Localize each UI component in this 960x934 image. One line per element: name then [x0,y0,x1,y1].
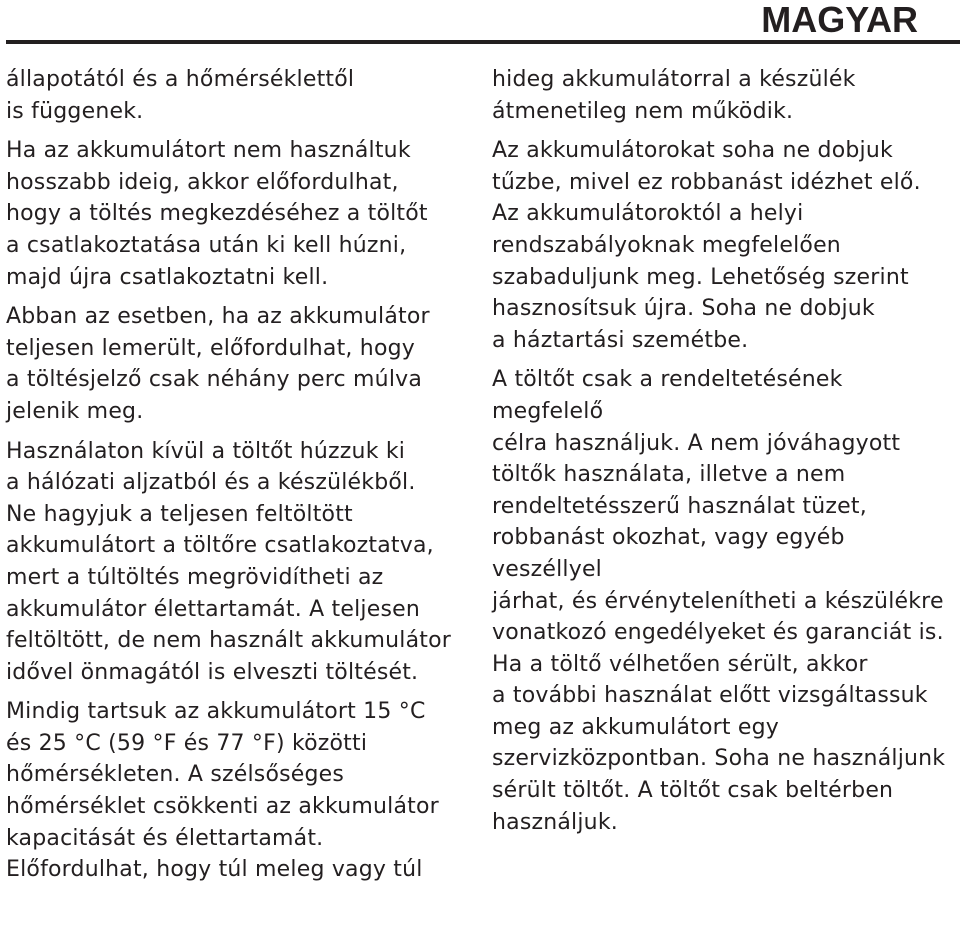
paragraph: Ha az akkumulátort nem használtuk hosszabb ideig, akkor előfordulhat, hogy a töltés megkezdéséhez a töltőt a csatlakoztatása után ki kell húzni, majd újra csatlakoztatni kell. [6,138,428,290]
paragraph: Mindig tartsuk az akkumulátort 15 °C és 25 °C (59 °F és 77 °F) közötti hőmérsékleten. A szélsőséges hőmérséklet csökkenti az akkumulátor kapacitását és élettartamát. Előfordulhat, hogy túl meleg vagy túl [6,699,439,883]
paragraph: Használaton kívül a töltőt húzzuk ki a hálózati aljzatból és a készülékből. Ne hagyjuk a teljesen feltöltött akkumulátort a töltőre csatlakoztatva, mert a túltöltés megrövidítheti az akkumulátor élettartamát. A teljesen feltöltött, de nem használt akkumulátor idővel önmagától is elveszti töltését. [6,438,452,685]
right-text-column [492,64,954,838]
section-language-title: MAGYAR [761,0,918,40]
paragraph: hideg akkumulátorral a készülék átmenetileg nem működik. [492,67,856,124]
paragraph: Az akkumulátorokat soha ne dobjuk tűzbe, mivel ez robbanást idézhet elő. Az akkumulátoroktól a helyi rendszabályoknak megfelelően szabaduljunk meg. Lehetőség szerint hasznosítsuk újra. Soha ne dobjuk a háztartási szemétbe. [492,138,921,353]
left-text-column [6,64,466,886]
paragraph: Abban az esetben, ha az akkumulátor teljesen lemerült, előfordulhat, hogy a töltésjelző csak néhány perc múlva jelenik meg. [6,304,430,424]
header-divider [6,40,960,44]
paragraph: A töltőt csak a rendeltetésének megfelelő célra használjuk. A nem jóváhagyott töltők használata, illetve a nem rendeltetésszerű használat tüzet, robbanást okozhat, vagy egyéb veszéllyel járhat, és érvénytelenítheti a készülékre vonatkozó engedélyeket és garanciát is. Ha a töltő vélhetően sérült, akkor a további használat előtt vizsgáltassuk meg az akkumulátort egy szervizközpontban. Soha ne használjunk sérült töltőt. A töltőt csak beltérben használjuk. [492,367,946,835]
paragraph: állapotától és a hőmérséklettől is függenek. [6,67,355,124]
